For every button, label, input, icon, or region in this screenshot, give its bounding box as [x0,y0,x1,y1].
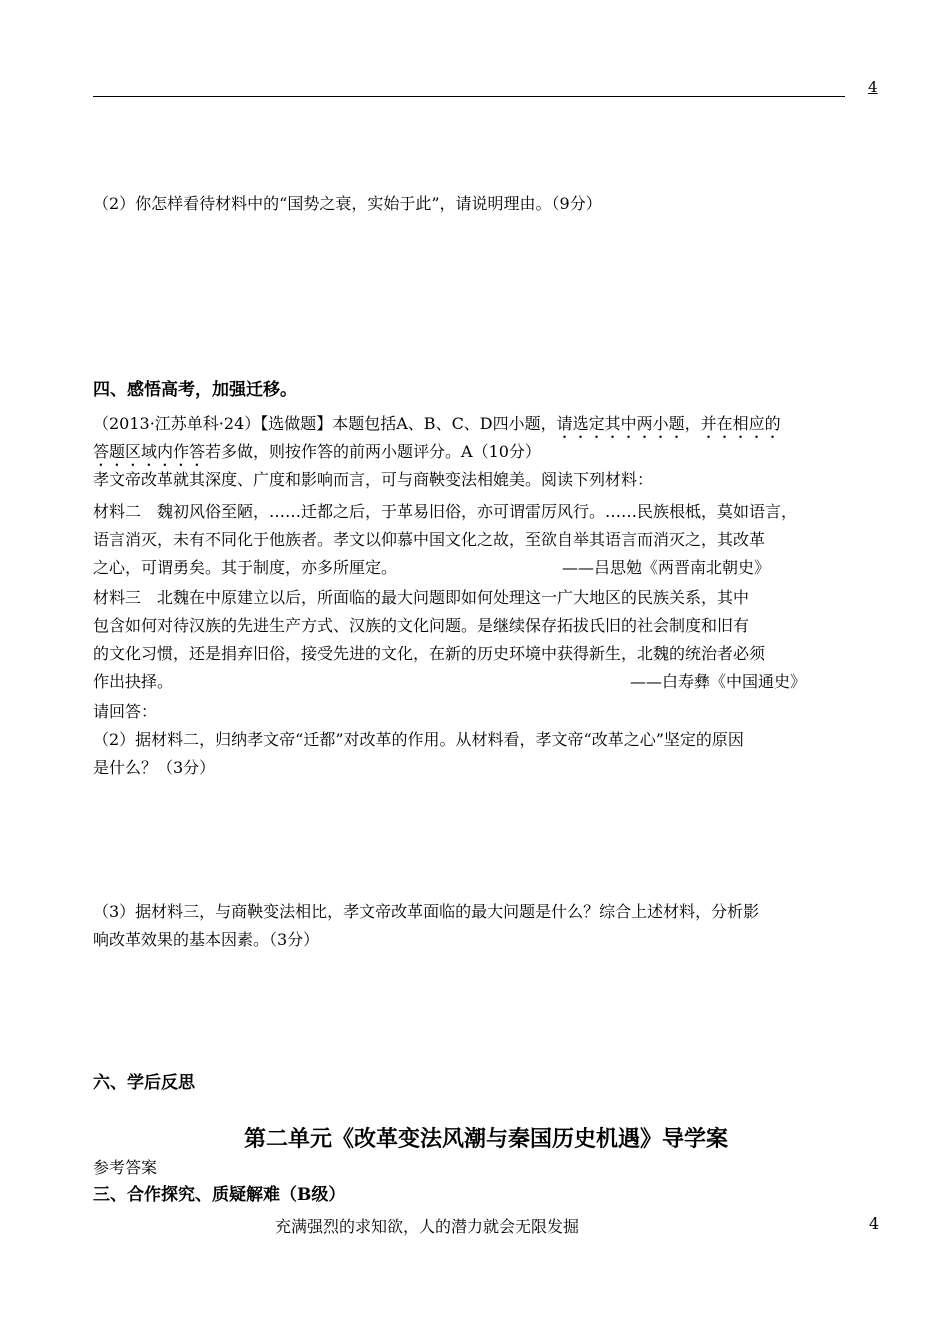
sub-question-3-line-2: 响改革效果的基本因素。（3分） [93,930,320,949]
section-3-heading: 三、合作探究、质疑解难（B级） [93,1185,346,1205]
section-6-heading: 六、学后反思 [93,1073,195,1093]
exam-intro-emphasis-2: 答题区域内作答 [93,442,206,461]
sub-question-3-line-1: （3）据材料三，与商鞅变法相比，孝文帝改革面临的最大问题是什么？综合上述材料，分析影 [93,902,760,921]
reading-lead: 孝文帝改革就其深度、广度和影响而言，可与商鞅变法相媲美。阅读下列材料： [93,470,654,489]
unit-title: 第二单元《改革变法风潮与秦国历史机遇》导学案 [244,1126,729,1152]
material-2-line-3: 之心，可谓勇矣。其于制度，亦多所厘定。 [93,558,398,577]
question-2-prompt: （2）你怎样看待材料中的“国势之衰，实始于此”，请说明理由。（9分） [93,194,602,213]
exam-intro-emphasis: 请选定其中两小题，并在相应的 [556,414,781,433]
material-2-line-2: 语言消灭，未有不同化于他族者。孝文以仰慕中国文化之故，至欲自举其语言而消灭之，其改革 [93,530,766,549]
material-3-line-1: 材料三 北魏在中原建立以后，所面临的最大问题即如何处理这一广大地区的民族关系，其中 [93,588,750,607]
material-3-line-4: 作出抉择。 [93,672,174,691]
please-answer-label: 请回答： [93,702,158,721]
material-2-line-1: 材料二 魏初风俗至陋，……迁都之后，于革易旧俗，亦可谓雷厉风行。……民族根柢，莫如语言， [93,502,798,521]
exam-intro-rule: 若多做，则按作答的前两小题评分。A（10分） [205,442,541,461]
header-rule [93,96,845,97]
footer-page-number: 4 [869,1214,880,1233]
sub-question-2-line-1: （2）据材料二，归纳孝文帝“迁都”对改革的作用。从材料看，孝文帝“改革之心”坚定的原因 [93,730,744,749]
material-3-line-3: 的文化习惯，还是捐弃旧俗，接受先进的文化，在新的历史环境中获得新生，北魏的统治者必须 [93,644,766,663]
header-page-number: 4 [868,78,878,96]
material-3-line-2: 包含如何对待汉族的先进生产方式、汉族的文化问题。是继续保存拓拔氏旧的社会制度和旧有 [93,616,750,635]
footer-motto: 充满强烈的求知欲，人的潜力就会无限发掘 [275,1217,580,1236]
material-2-source: ——吕思勉《两晋南北朝史》 [562,558,771,577]
sub-question-2-line-2: 是什么？（3分） [93,758,216,777]
section-4-heading: 四、感悟高考，加强迁移。 [93,380,297,400]
answers-label: 参考答案 [93,1158,158,1177]
material-3-source: ——白寿彝《中国通史》 [630,672,807,691]
exam-intro-plain: （2013·江苏单科·24）【选做题】本题包括A、B、C、D四小题， [93,414,557,433]
